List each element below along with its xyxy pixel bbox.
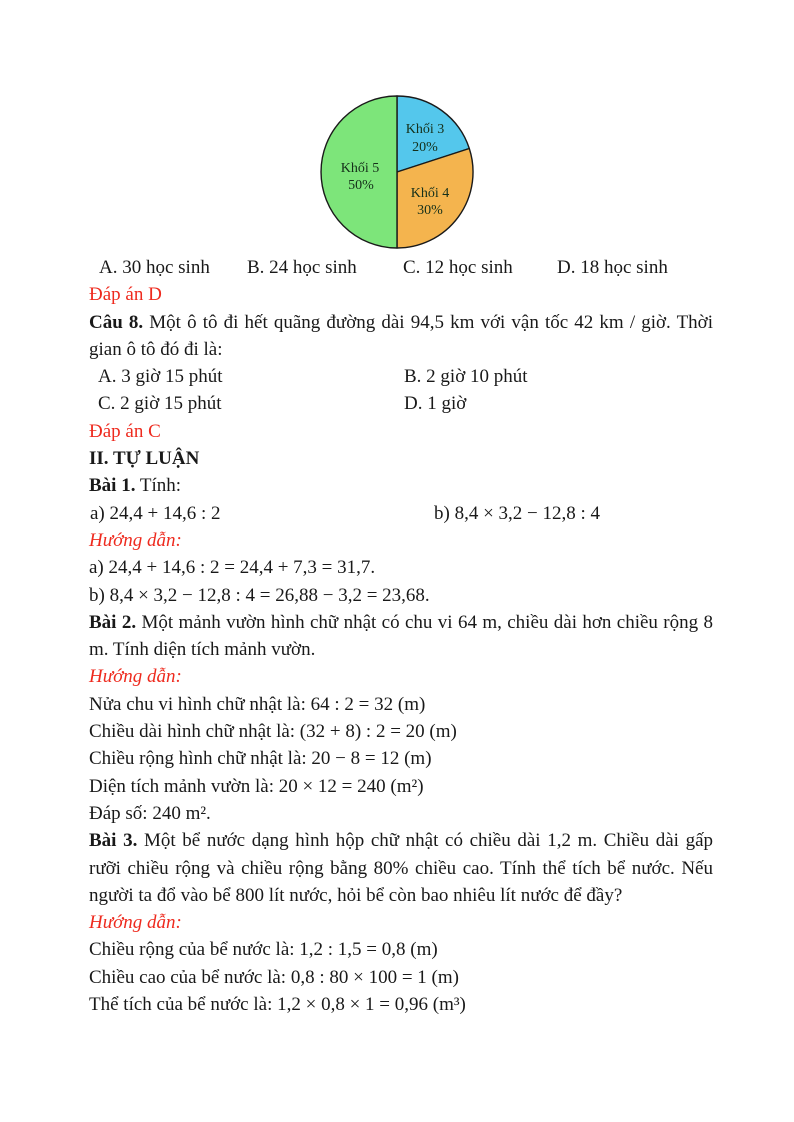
q8-question	[89, 309, 713, 364]
q8-option-a: A. 3 giờ 15 phút	[98, 366, 223, 388]
b1-part-b: b) 8,4 × 3,2 − 12,8 : 4	[434, 502, 601, 524]
b3-question	[89, 827, 713, 909]
b1-part-a: a) 24,4 + 14,6 : 2	[90, 502, 221, 524]
b1-number: Bài 1.	[89, 475, 136, 497]
pie-label-khoi-5: Khối 5	[340, 161, 380, 176]
b3-solution-line-3: Thể tích của bể nước là: 1,2 × 0,8 × 1 = 0,96 (m³)	[89, 994, 466, 1016]
pie-value-khoi-5: 50%	[348, 178, 374, 193]
q8-option-c: C. 2 giờ 15 phút	[98, 393, 222, 415]
doc-content	[89, 254, 713, 1018]
b2-solution-line-4: Diện tích mảnh vườn là: 20 × 12 = 240 (m²)	[89, 775, 424, 797]
b3-number: Bài 3.	[89, 830, 138, 852]
b2-number: Bài 2.	[89, 611, 137, 633]
pie-label-khoi-4: Khối 4	[410, 186, 450, 201]
pie-value-khoi-4: 30%	[417, 203, 443, 218]
q8-question-text: Một ô tô đi hết quãng đường dài 94,5 km với vận tốc 42 km / giờ. Thời gian ô tô đó đi là:	[89, 311, 714, 360]
b1-solution-a: a) 24,4 + 14,6 : 2 = 24,4 + 7,3 = 31,7.	[89, 557, 376, 579]
q8-options-row-2	[89, 390, 713, 417]
b2-text: Một mảnh vườn hình chữ nhật có chu vi 64 m, chiều dài hơn chiều rộng 8 m. Tính diện tích mảnh vườn.	[89, 611, 714, 661]
b2-solution-line-3: Chiều rộng hình chữ nhật là: 20 − 8 = 12 (m)	[89, 748, 432, 770]
pie-chart	[319, 94, 475, 250]
q8-option-b: B. 2 giờ 10 phút	[404, 366, 528, 388]
b2-solution-line-1: Nửa chu vi hình chữ nhật là: 64 : 2 = 32 (m)	[89, 693, 426, 715]
q7-option-b: B. 24 học sinh	[247, 257, 357, 278]
b1-parts-row	[89, 500, 713, 527]
q7-options-row	[89, 254, 713, 281]
pie-label-khoi-3: Khối 3	[405, 122, 445, 137]
guide-label-1: Hướng dẫn:	[89, 529, 182, 551]
b2-solution-answer: Đáp số: 240 m².	[89, 802, 211, 824]
q7-option-c: C. 12 học sinh	[403, 257, 513, 278]
q7-option-d: D. 18 học sinh	[557, 257, 668, 278]
b1-title	[89, 472, 713, 499]
q7-option-a: A. 30 học sinh	[99, 257, 210, 278]
q8-answer: Đáp án C	[89, 420, 161, 442]
b1-text: Tính:	[135, 475, 182, 497]
q7-answer: Đáp án D	[89, 284, 162, 306]
pie-value-khoi-3: 20%	[412, 140, 438, 155]
q8-options-row-1	[89, 363, 713, 390]
b3-solution-line-2: Chiều cao của bể nước là: 0,8 : 80 × 100 = 1 (m)	[89, 966, 459, 988]
guide-label-2: Hướng dẫn:	[89, 666, 182, 688]
b3-solution-line-1: Chiều rộng của bể nước là: 1,2 : 1,5 = 0,8 (m)	[89, 939, 438, 961]
b1-solution-b: b) 8,4 × 3,2 − 12,8 : 4 = 26,88 − 3,2 = 23,68.	[89, 584, 430, 606]
b2-question	[89, 609, 713, 664]
section-heading: II. TỰ LUẬN	[89, 448, 200, 470]
q8-option-d: D. 1 giờ	[404, 393, 467, 415]
guide-label-3: Hướng dẫn:	[89, 912, 182, 934]
q8-question-number: Câu 8.	[89, 311, 144, 333]
b2-solution-line-2: Chiều dài hình chữ nhật là: (32 + 8) : 2 = 20 (m)	[89, 721, 457, 743]
b3-text: Một bể nước dạng hình hộp chữ nhật có chiều dài 1,2 m. Chiều dài gấp rưỡi chiều rộng và chiều rộng bằng 80% chiều cao. Tính thể tích bể nước. Nếu người ta đổ vào bể 800 lít nước, hỏi bể còn bao nhiêu lít nước để đầy?	[89, 830, 714, 906]
